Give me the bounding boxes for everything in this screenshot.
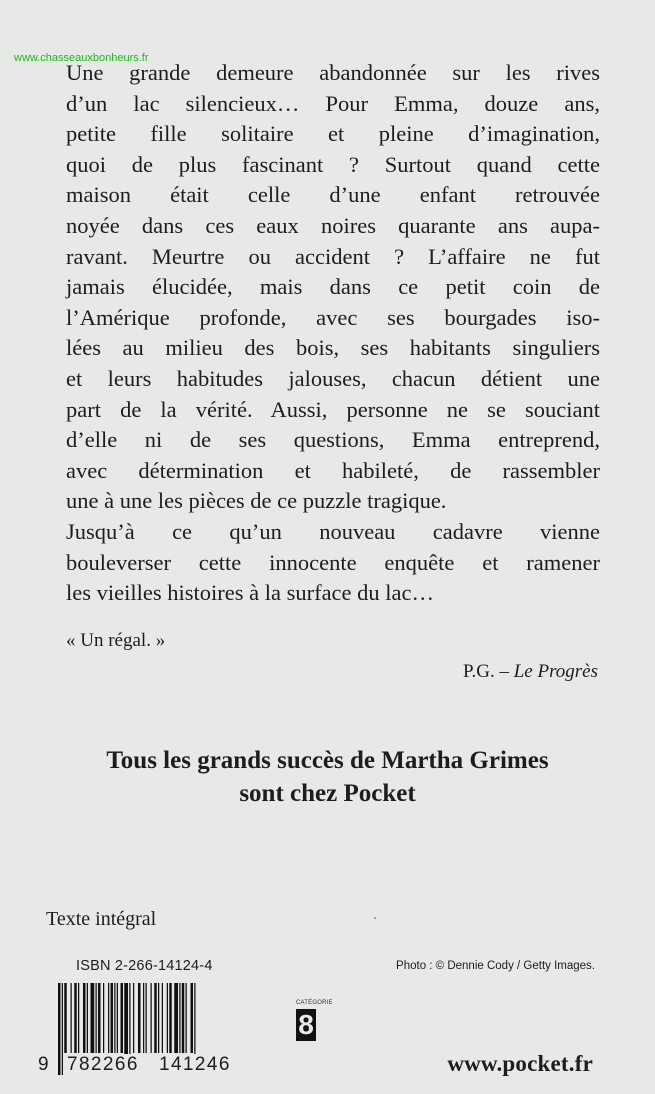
review-attribution	[463, 661, 598, 683]
blurb-line: bouleverser cette innocente enquête et ramener	[66, 549, 600, 575]
publisher-url[interactable]: www.pocket.fr	[447, 1051, 593, 1076]
category-number: 8	[296, 1009, 316, 1041]
blurb-line: d’elle ni de ses questions, Emma entreprend,	[66, 427, 600, 453]
promo-line-2: sont chez Pocket	[239, 780, 416, 807]
barcode-first-digit: 9	[38, 1054, 49, 1075]
blurb-paragraph	[66, 58, 600, 609]
isbn-label: ISBN 2-266-14124-4	[76, 958, 213, 974]
blurb-line: part de la vérité. Aussi, personne ne se souciant	[66, 396, 600, 422]
blurb-line: petite fille solitaire et pleine d’imagination,	[66, 121, 600, 147]
blurb-line: noyée dans ces eaux noires quarante ans aupa-	[66, 212, 600, 238]
blurb-line: une à une les pièces de ce puzzle tragique.	[66, 488, 447, 514]
watermark-link[interactable]: www.chasseauxbonheurs.fr	[14, 52, 149, 64]
promo-line-1: Tous les grands succès de Martha Grimes	[106, 747, 549, 774]
blurb-line: l’Amérique profonde, avec ses bourgades iso-	[66, 304, 600, 330]
promo-text	[0, 744, 655, 810]
small-mark-icon: '	[374, 916, 376, 927]
blurb-line: les vieilles histoires à la surface du lac…	[66, 580, 434, 606]
review-source: Le Progrès	[513, 661, 598, 682]
category-label: CATÉGORIE	[296, 1000, 333, 1006]
blurb-line: d’un lac silencieux… Pour Emma, douze ans,	[66, 90, 600, 116]
blurb-line: Une grande demeure abandonnée sur les rives	[66, 60, 600, 85]
category-badge	[296, 1000, 333, 1041]
blurb-line: maison était celle d’une enfant retrouvée	[66, 182, 600, 208]
photo-credit: Photo : © Dennie Cody / Getty Images.	[396, 960, 595, 972]
blurb-line: ravant. Meurtre ou accident ? L’affaire ne fut	[66, 243, 600, 269]
blurb-line: Jusqu’à ce qu’un nouveau cadavre vienne	[66, 518, 600, 544]
blurb-line: et leurs habitudes jalouses, chacun détient une	[66, 365, 600, 391]
blurb-line: jamais élucidée, mais dans ce petit coin de	[66, 274, 600, 300]
review-quote: « Un régal. »	[66, 630, 166, 651]
blurb-line: lées au milieu des bois, ses habitants singuliers	[66, 335, 600, 361]
blurb-line: quoi de plus fascinant ? Surtout quand cette	[66, 151, 600, 177]
blurb-line: avec détermination et habileté, de rassembler	[66, 457, 600, 483]
review-author: P.G. –	[463, 661, 514, 682]
texte-integral-label: Texte intégral	[46, 908, 157, 930]
barcode-right-digits: 141246	[159, 1054, 231, 1075]
barcode-left-digits: 782266	[67, 1054, 139, 1075]
